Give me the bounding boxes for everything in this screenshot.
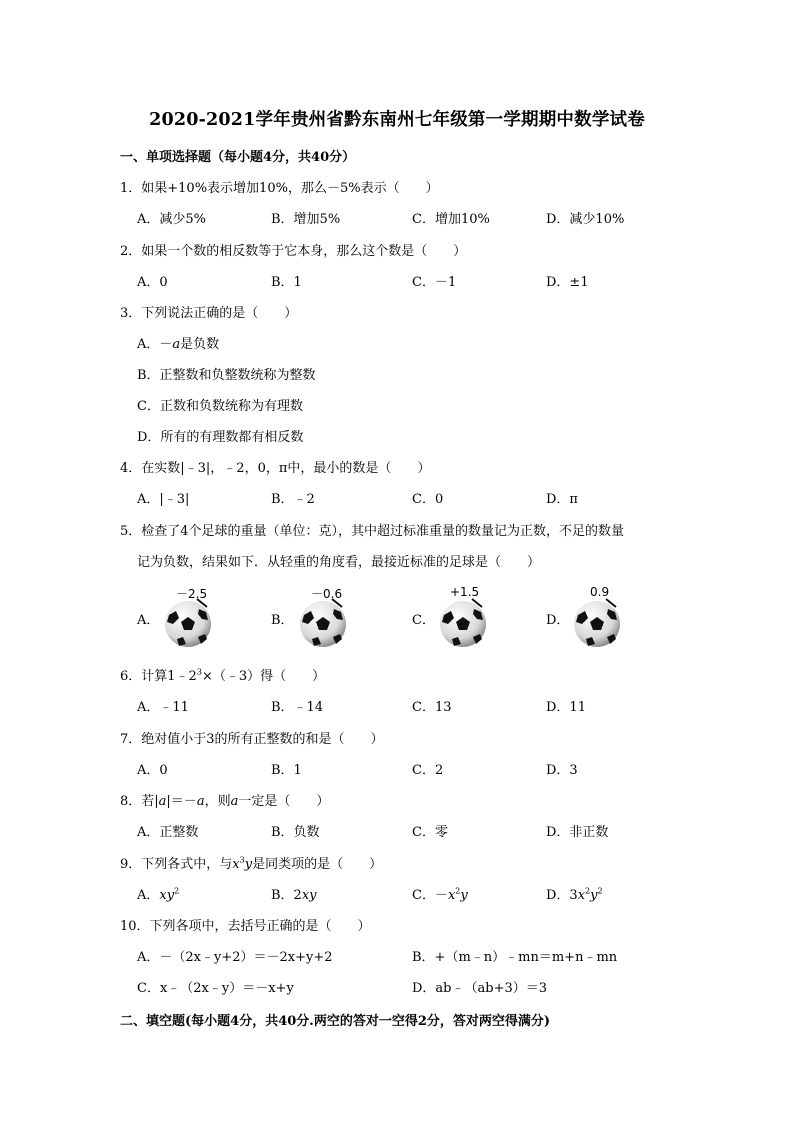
- q9-stem-a: 9．下列各式中，与: [120, 857, 233, 872]
- q8-option-a[interactable]: A．正整数: [137, 825, 199, 840]
- q2-option-d[interactable]: D．±1: [546, 275, 589, 290]
- q2-option-a[interactable]: A．0: [137, 275, 168, 290]
- q9-term-x: x: [232, 857, 240, 872]
- q4-option-d[interactable]: D．π: [546, 492, 578, 507]
- question-3-stem: 3．下列说法正确的是（ ）: [120, 306, 298, 321]
- question-6-stem: [120, 665, 325, 684]
- q9-b-var: xy: [301, 888, 317, 903]
- q10-option-d[interactable]: D．ab﹣（ab+3）＝3: [412, 981, 548, 996]
- q5-ball-d-label: 0.9: [590, 585, 610, 599]
- q8-stem-b: |＝－: [166, 794, 197, 809]
- q5-option-a[interactable]: A．: [137, 613, 160, 628]
- section-heading-2: 二、填空题(每小题4分，共40分.两空的答对一空得2分，答对两空得满分): [120, 1014, 551, 1029]
- q3-option-a-suffix: 是负数: [180, 337, 220, 352]
- q2-option-c[interactable]: C．－1: [412, 275, 457, 290]
- q7-option-a[interactable]: A．0: [137, 763, 168, 778]
- q9-c-var-2: y: [460, 888, 468, 903]
- q9-option-b[interactable]: [271, 884, 317, 903]
- q2-option-b[interactable]: B．1: [271, 275, 302, 290]
- q7-option-b[interactable]: B．1: [271, 763, 302, 778]
- q9-d-prefix: D．3: [546, 888, 578, 903]
- soccer-ball-d-icon: [572, 597, 624, 649]
- q8-option-c[interactable]: C．零: [412, 825, 448, 840]
- q5-ball-b-label: －0.6: [311, 587, 343, 601]
- q3-option-d[interactable]: D．所有的有理数都有相反数: [137, 430, 304, 445]
- q8-stem-a: 8．若|: [120, 794, 159, 809]
- q5-option-b[interactable]: B．: [271, 613, 294, 628]
- question-1-stem: 1．如果+10%表示增加10%，那么－5%表示（ ）: [120, 181, 439, 196]
- q9-term-exponent: 3: [239, 855, 245, 865]
- q9-b-prefix: B．2: [271, 888, 302, 903]
- q3-option-a[interactable]: [137, 333, 219, 352]
- soccer-ball-a-icon: [163, 597, 215, 649]
- question-4-stem: 4．在实数|﹣3|，﹣2，0，π中，最小的数是（ ）: [120, 461, 431, 476]
- q3-option-c[interactable]: C．正数和负数统称为有理数: [137, 399, 303, 414]
- q9-a-exp: 2: [174, 886, 180, 896]
- q6-stem-exponent: 3: [196, 667, 202, 677]
- q9-option-d[interactable]: [546, 884, 603, 903]
- section-heading-1: 一、单项选择题（每小题4分，共40分）: [120, 150, 356, 165]
- q9-c-var-1: x: [447, 888, 456, 903]
- q4-option-a[interactable]: A．|﹣3|: [137, 492, 190, 507]
- q3-option-a-var: a: [172, 337, 181, 352]
- q8-option-d[interactable]: D．非正数: [546, 825, 609, 840]
- question-2-stem: 2．如果一个数的相反数等于它本身，那么这个数是（ ）: [120, 244, 467, 259]
- q4-option-b[interactable]: B．﹣2: [271, 492, 315, 507]
- page-title: 2020-2021学年贵州省黔东南州七年级第一学期期中数学试卷: [149, 110, 645, 130]
- question-8-stem: [120, 790, 329, 809]
- q9-d-var-2: y: [590, 888, 598, 903]
- q6-option-d[interactable]: D．11: [546, 700, 586, 715]
- q9-c-exp: 2: [455, 886, 461, 896]
- q9-a-var: xy: [159, 888, 175, 903]
- soccer-ball-b-icon: [298, 597, 350, 649]
- q3-option-a-prefix: A．－: [137, 337, 173, 352]
- q10-option-a[interactable]: A．－（2x﹣y+2）＝－2x+y+2: [137, 950, 333, 965]
- q9-stem-b: 是同类项的是（ ）: [252, 857, 383, 872]
- q9-option-c[interactable]: [412, 884, 468, 903]
- q8-var-3: a: [230, 794, 239, 809]
- question-10-stem: 10．下列各项中，去括号正确的是（ ）: [120, 919, 371, 934]
- q4-option-c[interactable]: C．0: [412, 492, 444, 507]
- q9-option-a[interactable]: [137, 884, 179, 903]
- q8-var-1: a: [158, 794, 167, 809]
- q3-option-b[interactable]: B．正整数和负整数统称为整数: [137, 368, 316, 383]
- q6-stem-a: 6．计算1﹣2: [120, 669, 197, 684]
- q5-ball-a-label: －2.5: [176, 587, 208, 601]
- question-9-stem: [120, 853, 382, 872]
- question-7-stem: 7．绝对值小于3的所有正整数的和是（ ）: [120, 732, 384, 747]
- q5-option-c[interactable]: C．: [412, 613, 435, 628]
- q6-option-c[interactable]: C．13: [412, 700, 452, 715]
- q1-option-b[interactable]: B．增加5%: [271, 212, 341, 227]
- q6-option-a[interactable]: A．﹣11: [137, 700, 189, 715]
- q1-option-a[interactable]: A．减少5%: [137, 212, 207, 227]
- q7-option-c[interactable]: C．2: [412, 763, 444, 778]
- q6-option-b[interactable]: B．﹣14: [271, 700, 324, 715]
- q10-option-c[interactable]: C．x﹣（2x﹣y）＝－x+y: [137, 981, 294, 996]
- q1-option-d[interactable]: D．减少10%: [546, 212, 625, 227]
- q8-stem-d: 一定是（ ）: [238, 794, 330, 809]
- question-5-stem-line-2: 记为负数，结果如下．从轻重的角度看，最接近标准的足球是（ ）: [137, 555, 541, 570]
- q9-d-exp-1: 2: [585, 886, 591, 896]
- q10-option-b[interactable]: B．+（m﹣n）﹣mn＝m+n﹣mn: [412, 950, 618, 965]
- soccer-ball-c-icon: [438, 597, 490, 649]
- q9-term-y: y: [244, 857, 253, 872]
- q9-d-exp-2: 2: [597, 886, 603, 896]
- q1-option-c[interactable]: C．增加10%: [412, 212, 490, 227]
- q9-a-prefix: A．: [137, 888, 160, 903]
- q7-option-d[interactable]: D．3: [546, 763, 578, 778]
- q9-d-var-1: x: [577, 888, 586, 903]
- q9-c-prefix: C．－: [412, 888, 448, 903]
- q5-option-d[interactable]: D．: [546, 613, 570, 628]
- q5-ball-c-label: +1.5: [450, 585, 480, 599]
- q8-var-2: a: [196, 794, 205, 809]
- q8-stem-c: ，则: [204, 794, 231, 809]
- question-5-stem-line-1: 5．检查了4个足球的重量（单位：克），其中超过标准重量的数量记为正数，不足的数量: [120, 524, 625, 539]
- q8-option-b[interactable]: B．负数: [271, 825, 320, 840]
- q6-stem-b: ×（﹣3）得（ ）: [201, 669, 326, 684]
